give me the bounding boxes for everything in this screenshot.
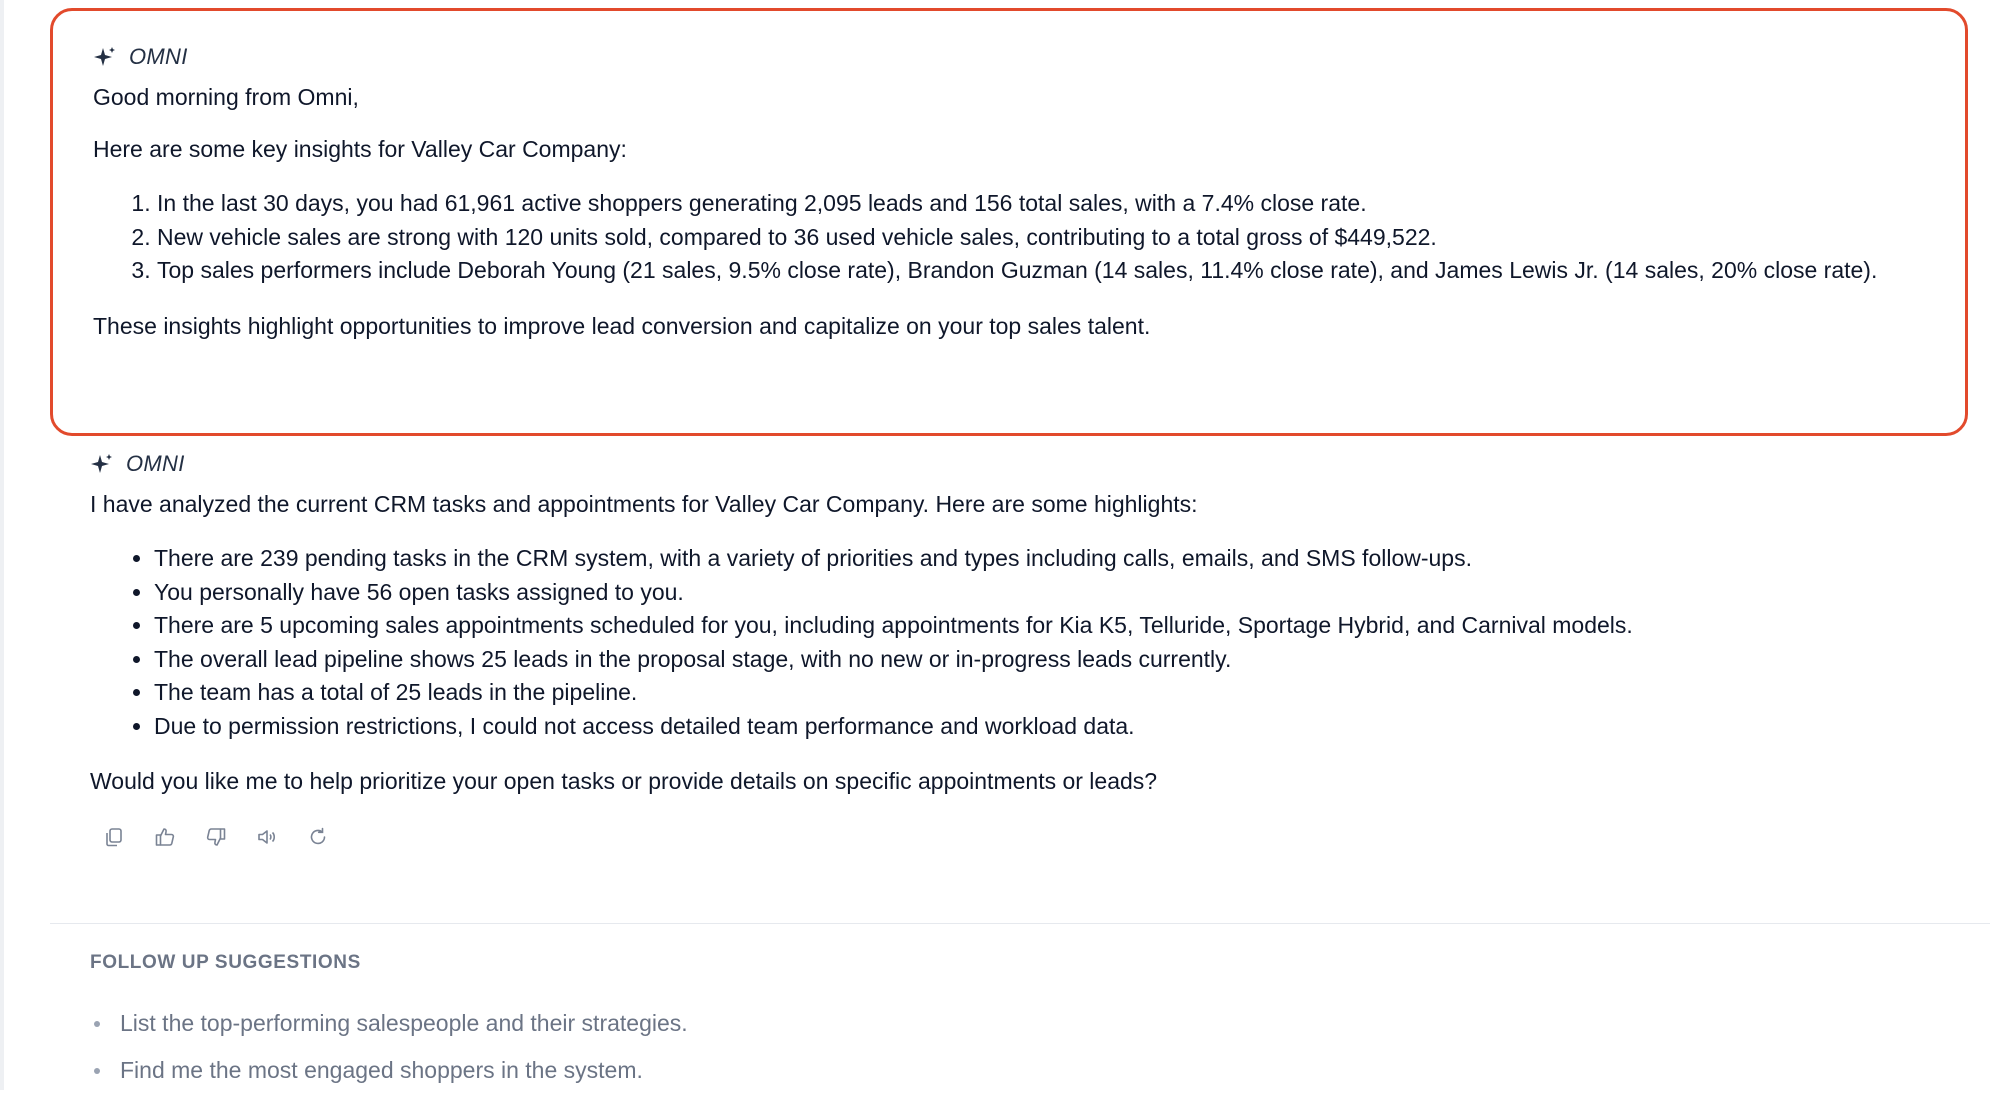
closing-text: These insights highlight opportunities to improve lead conversion and capitalize on your top sales talent. xyxy=(93,312,1151,339)
chat-content xyxy=(50,0,1990,1090)
sender-name: OMNI xyxy=(129,44,188,69)
list-item: • The team has a total of 25 leads in the pipeline. xyxy=(154,676,1950,710)
list-item: • There are 239 pending tasks in the CRM system, with a variety of priorities and types including calls, emails, and SMS follow-ups. xyxy=(154,542,1950,576)
list-item: • You personally have 56 open tasks assigned to you. xyxy=(154,576,1950,610)
assistant-message-highlighted xyxy=(50,8,1968,436)
message-header xyxy=(90,446,1950,482)
followup-text: Find me the most engaged shoppers in the system. xyxy=(120,1057,643,1083)
bullet-icon xyxy=(94,1021,100,1027)
message-actions xyxy=(98,821,1950,853)
copy-icon[interactable] xyxy=(98,821,130,853)
highlights-list xyxy=(90,542,1950,743)
sparkle-icon xyxy=(90,452,114,476)
thumbs-down-icon[interactable] xyxy=(200,821,232,853)
followup-suggestion[interactable] xyxy=(90,1000,688,1047)
bullet-icon xyxy=(94,1068,100,1074)
refresh-icon[interactable] xyxy=(302,821,334,853)
followup-text: List the top-performing salespeople and their strategies. xyxy=(120,1010,688,1036)
message-header xyxy=(93,39,1965,75)
section-divider xyxy=(50,923,1990,924)
left-rail xyxy=(0,0,4,1090)
intro-text: I have analyzed the current CRM tasks and appointments for Valley Car Company. Here are some highlights: xyxy=(90,491,1198,517)
list-item: 3. Top sales performers include Deborah Young (21 sales, 9.5% close rate), Brandon Guzman (14 sales, 11.4% close rate), and James Lewis Jr. (14 sales, 20% close rate). xyxy=(157,254,1965,288)
followup-suggestion[interactable] xyxy=(90,1047,688,1094)
greeting-text: Good morning from Omni, xyxy=(93,84,359,110)
list-item: • Due to permission restrictions, I could not access detailed team performance and workload data. xyxy=(154,710,1950,744)
speaker-icon[interactable] xyxy=(251,821,283,853)
thumbs-up-icon[interactable] xyxy=(149,821,181,853)
insights-list xyxy=(93,187,1965,288)
followup-title: FOLLOW UP SUGGESTIONS xyxy=(90,952,361,973)
assistant-message xyxy=(50,446,1950,853)
intro-text: Here are some key insights for Valley Car Company: xyxy=(93,136,627,162)
list-item: 1. In the last 30 days, you had 61,961 active shoppers generating 2,095 leads and 156 total sales, with a 7.4% close rate. xyxy=(157,187,1965,221)
closing-text: Would you like me to help prioritize your open tasks or provide details on specific appointments or leads? xyxy=(90,768,1158,794)
followup-suggestions xyxy=(90,952,688,1094)
list-item: • The overall lead pipeline shows 25 leads in the proposal stage, with no new or in-progress leads currently. xyxy=(154,643,1950,677)
sender-name: OMNI xyxy=(126,451,185,476)
sparkle-icon xyxy=(93,45,117,69)
followup-list xyxy=(90,1000,688,1094)
list-item: • There are 5 upcoming sales appointments scheduled for you, including appointments for Kia K5, Telluride, Sportage Hybrid, and Carnival models. xyxy=(154,609,1950,643)
list-item: 2. New vehicle sales are strong with 120 units sold, compared to 36 used vehicle sales, contributing to a total gross of $449,522. xyxy=(157,221,1965,255)
